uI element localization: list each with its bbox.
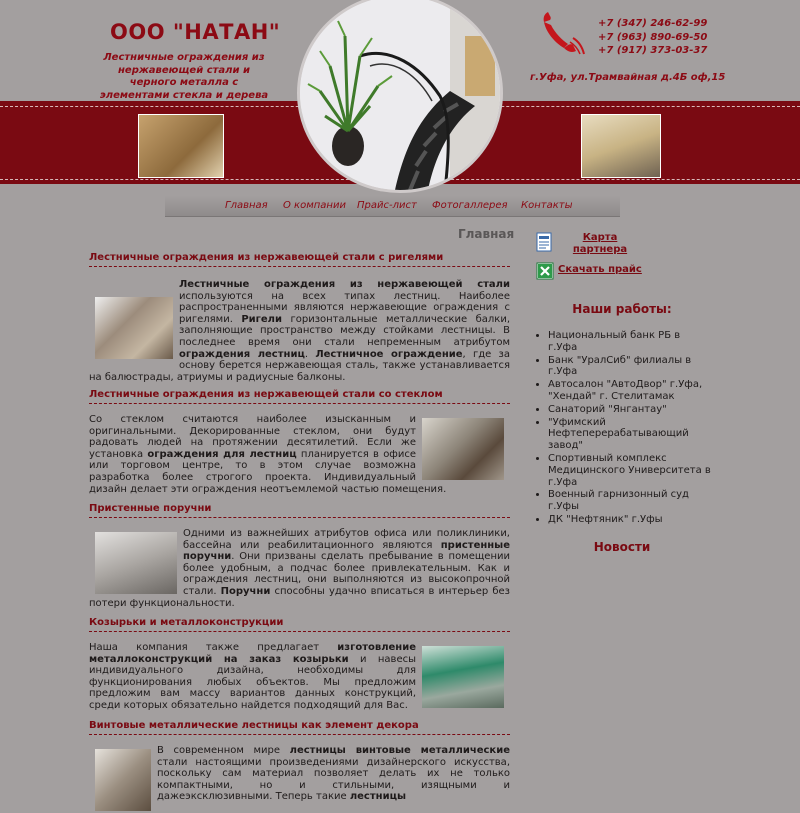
section-text: Лестничные ограждения из нержавеющей стали используются на всех типах лестниц. Наиболее распространенными являются нержавеющие ограждения с ригелями. Ригели горизонтальные металлические балки, заполняющие пространство между стойками лестницы. В последнее время они стали непременным атрибутом ограждения лестниц. Лестничное ограждение, где за основу берется нержавеющая сталь, также устанавливается на балюстрады, атриумы и радиусные балконы.: [89, 279, 511, 383]
excel-icon: [536, 262, 554, 280]
railing-photo: [95, 297, 173, 359]
main-nav: [165, 196, 620, 217]
section-title: Винтовые металлические лестницы как элемент декора: [89, 720, 510, 735]
works-list-item: • Банк "УралСиб" филиалы в г.Уфа: [548, 355, 712, 379]
phone-number: +7 (917) 373-03-37: [598, 45, 708, 56]
spiral-stair-photo: [95, 749, 151, 811]
section-title: Козырьки и металлоконструкции: [89, 617, 510, 632]
section-title: Лестничные ограждения из нержавеющей стали с ригелями: [89, 252, 510, 267]
section-text: Наша компания также предлагает изготовление металлоконструкций на заказ козырьки и навесы индивидуального дизайна, необходимы для функционирования любых объектов. Мы предложим предложим вам массу вариантов данных конструкций, среди которых обязательно найдется подходящий для Вас.: [89, 642, 416, 711]
nav-contacts[interactable]: Контакты: [521, 200, 573, 211]
section-text: Со стеклом считаются наиболее изысканным и оригинальными. Декорированные стеклом, они будут радовать людей на протяжении десятилетий. Если же установка ограждения для лестниц планируется в офисе или торговом центре, то в этом случае возможна разработка более строгого проекта. Индивидуальный дизайн делает эти ограждения неотъемлемой частью помещения.: [89, 414, 447, 495]
works-list-item: • Автосалон "АвтоДвор" г.Уфа, "Хендай" г. Стелитамак: [548, 379, 712, 403]
section-canopies: [89, 617, 510, 712]
header-railing-photo: [138, 114, 224, 178]
staircase-photo: [300, 0, 500, 190]
works-list-item: • ДК "Нефтяник" г.Уфы: [548, 514, 712, 526]
our-works-title: Наши работы:: [572, 302, 672, 316]
nav-gallery[interactable]: Фотогаллерея: [432, 200, 508, 211]
works-list-item: • Санаторий "Янгантау": [548, 404, 712, 416]
section-handrails: [89, 503, 510, 609]
works-list-item: • Военный гарнизонный суд г.Уфы: [548, 489, 712, 513]
news-title: Новости: [593, 539, 651, 554]
section-glass: [89, 389, 510, 495]
section-text: В современном мире лестницы винтовые металлические стали настоящими произведениями дизайнерского искусства, поскольку сам материал позволяет делать их не только компактными, но и стильными, изящными и дажеэксклюзивными. Теперь такие лестницы: [157, 745, 510, 803]
works-list-item: • Национальный банк РБ в г.Уфа: [548, 330, 712, 354]
section-text: Одними из важнейших атрибутов офиса или поликлиники, бассейна или реабилитационного являются пристенные поручни. Они призваны сделать пребывание в помещении более удобным, а подчас более привлекательным. Как и ограждения лестниц, они выполняются из высокопрочной стали. Поручни способны удачно вписаться в интерьер без потери функциональности.: [89, 528, 510, 609]
nav-about[interactable]: О компании: [283, 200, 346, 211]
download-price-block: [532, 260, 712, 284]
nav-home[interactable]: Главная: [225, 200, 268, 211]
works-list-item: • Спортивный комплекс Медицинского Университета в г.Уфа: [548, 453, 712, 488]
company-name: ООО "НАТАН": [110, 20, 281, 44]
partner-card-block: [532, 230, 712, 258]
handrail-photo: [95, 532, 177, 594]
download-price-link[interactable]: Скачать прайс: [558, 264, 642, 275]
header-interior-photo: [581, 114, 661, 178]
section-railings: [89, 252, 510, 383]
phone-numbers: [598, 17, 707, 58]
partner-card-link[interactable]: Карта партнера: [572, 232, 628, 255]
company-address: г.Уфа, ул.Трамвайная д.4Б оф,15: [530, 72, 726, 83]
section-title: Пристенные поручни: [89, 503, 510, 518]
phone-number: +7 (963) 890-69-50: [598, 31, 708, 43]
nav-price[interactable]: Прайс-лист: [357, 200, 417, 211]
canopy-photo: [422, 646, 504, 708]
phone-icon: [540, 8, 588, 58]
site-header: [0, 0, 800, 220]
page-heading: Главная: [458, 227, 515, 241]
sidebar: [532, 230, 712, 554]
works-list-item: • "Уфимский Нефтеперерабатывающий завод": [548, 417, 712, 452]
works-list: [532, 330, 712, 526]
document-icon: [536, 232, 554, 252]
section-spiral: [89, 720, 510, 813]
section-title: Лестничные ограждения из нержавеющей стали со стеклом: [89, 389, 510, 404]
company-tagline: Лестничные ограждения из нержавеющей стали и черного металла с элементами стекла и дерева: [99, 52, 269, 101]
phone-number: +7 (347) 246-62-99: [598, 18, 708, 29]
glass-railing-photo: [422, 418, 504, 480]
